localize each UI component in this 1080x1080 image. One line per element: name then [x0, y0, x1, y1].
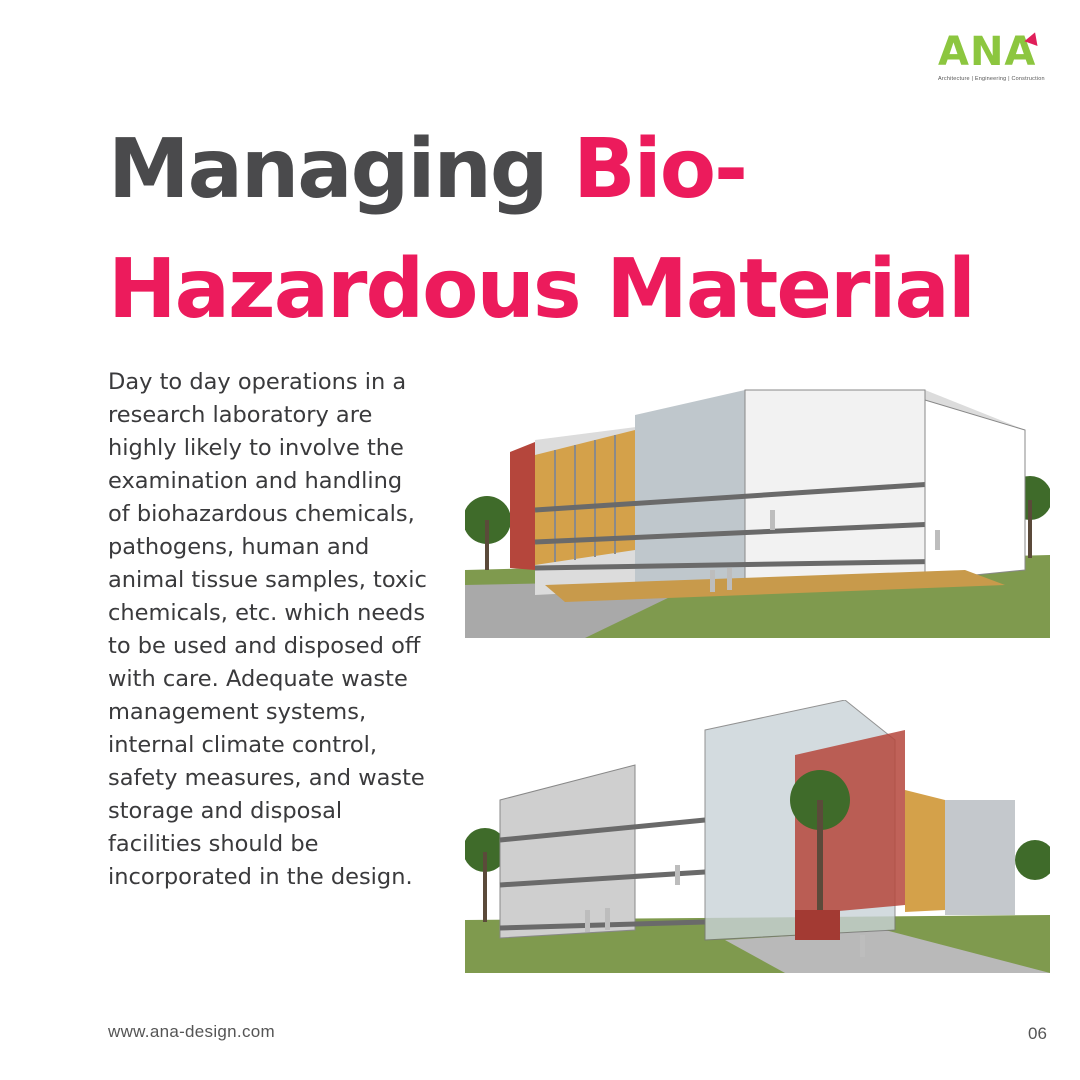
logo-mark	[938, 30, 1050, 74]
page-title	[108, 110, 1048, 350]
title-part-bio: Bio-	[573, 122, 747, 217]
building-section-illustration-1	[465, 370, 1050, 638]
body-paragraph: Day to day operations in a research laboratory are highly likely to involve the examination and handling of biohazardous chemicals, pathogens, human and animal tissue samples, toxic chemicals, etc. which needs to be used and disposed off with care. Adequate waste management systems, internal climate control, safety measures, and waste storage and disposal facilities should be incorporated in the design.	[108, 369, 427, 890]
brand-logo	[938, 30, 1050, 86]
page-number: 06	[1028, 1024, 1047, 1043]
logo-text: ANA	[938, 29, 1037, 75]
logo-tagline: Architecture | Engineering | Construction	[938, 76, 1045, 82]
title-part-managing: Managing	[108, 122, 547, 217]
title-part-hazardous-material: Hazardous Material	[108, 242, 974, 337]
footer-website-link[interactable]: www.ana-design.com	[108, 1022, 275, 1041]
building-section-illustration-2	[465, 700, 1050, 973]
